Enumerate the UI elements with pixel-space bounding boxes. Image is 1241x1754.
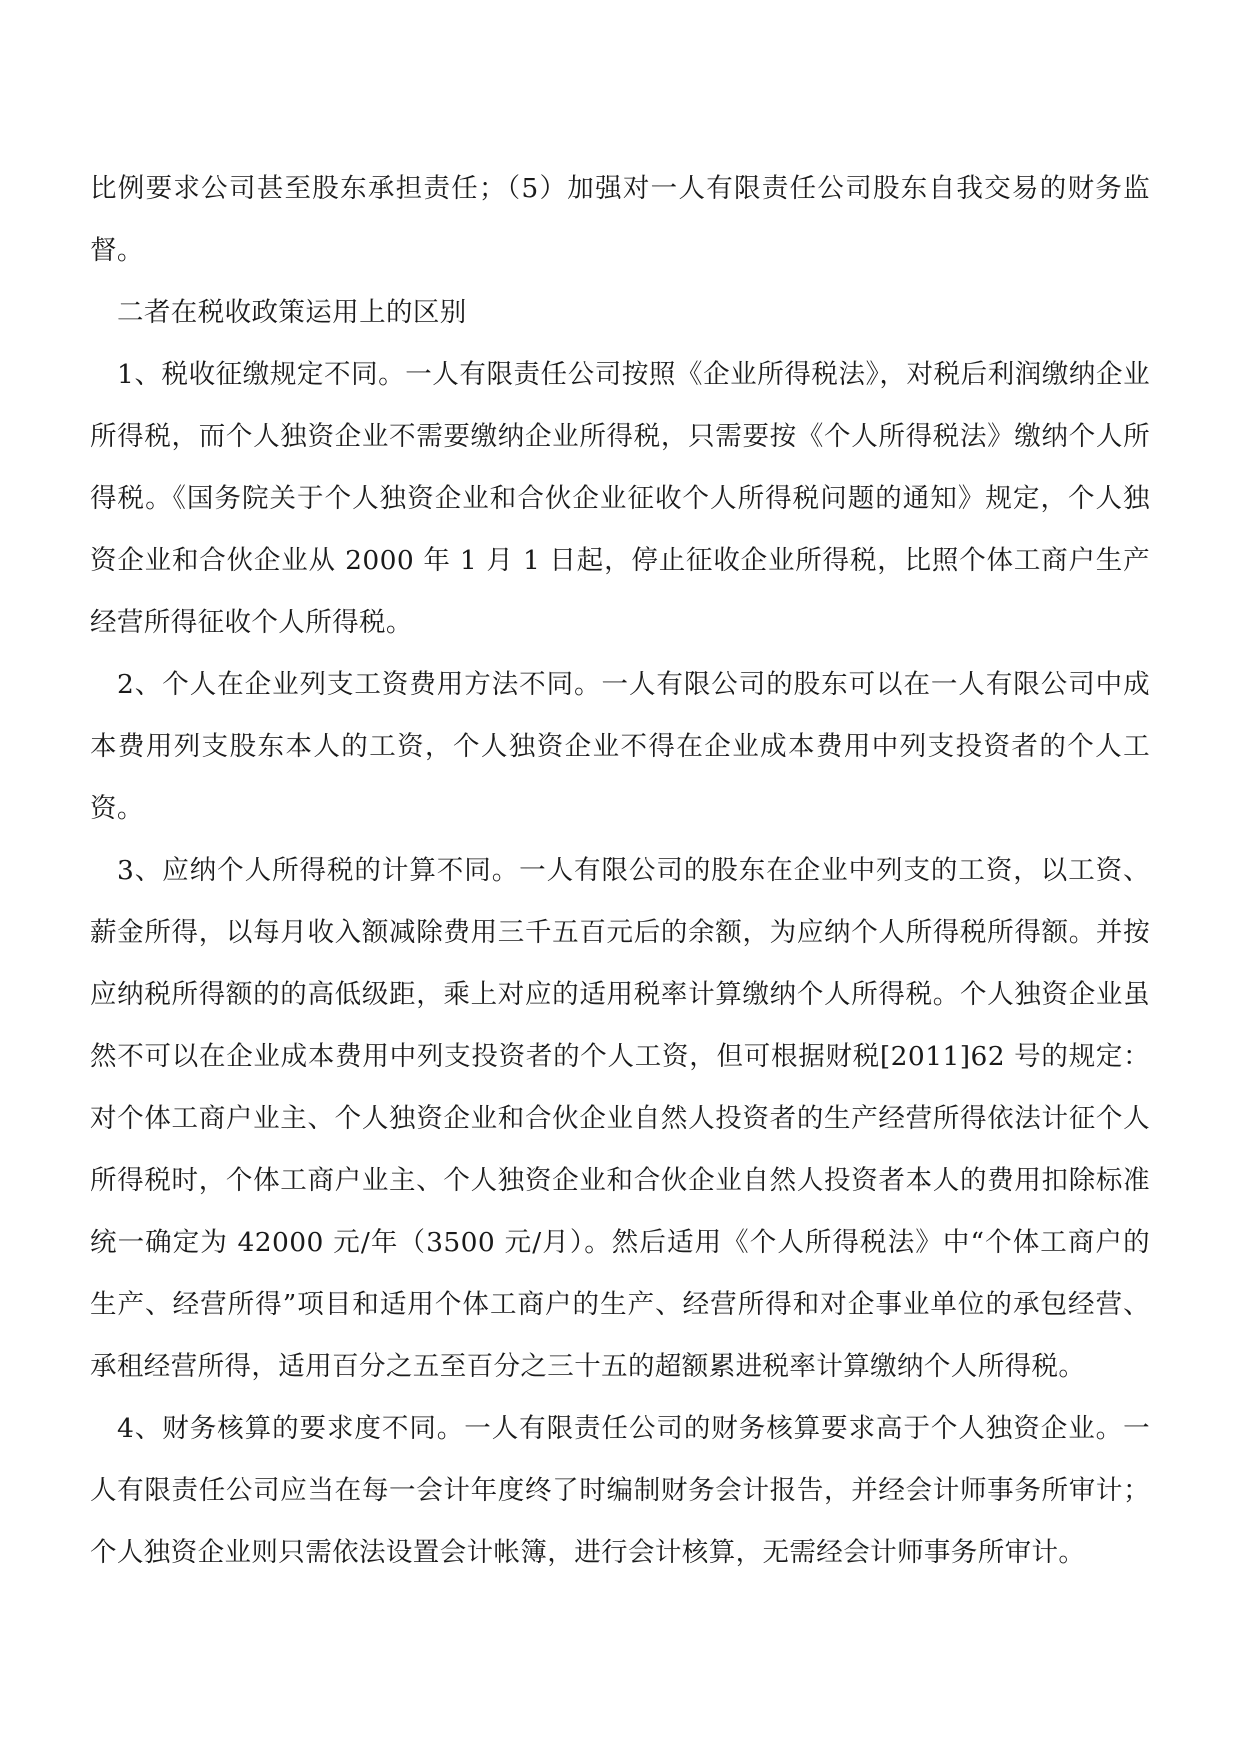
paragraph-3: 3、应纳个人所得税的计算不同。一人有限公司的股东在企业中列支的工资，以工资、薪金所得，以每月收入额减除费用三千五百元后的余额，为应纳个人所得税所得额。并按应纳税所得额的的高低级距，乘上对应的适用税率计算缴纳个人所得税。个人独资企业虽然不可以在企业成本费用中列支投资者的个人工资，但可根据财税[2011]62 号的规定：对个体工商户业主、个人独资企业和合伙企业自然人投资者的生产经营所得依法计征个人所得税时，个体工商户业主、个人独资企业和合伙企业自然人投资者本人的费用扣除标准统一确定为 42000 元/年（3500 元/月）。然后适用《个人所得税法》中“个体工商户的生产、经营所得”项目和适用个体工商户的生产、经营所得和对企事业单位的承包经营、承租经营所得，适用百分之五至百分之三十五的超额累进税率计算缴纳个人所得税。 [90,855,1150,1382]
section-heading: 二者在税收政策运用上的区别 [117,297,467,328]
paragraph-continuation: 比例要求公司甚至股东承担责任；（5）加强对一人有限责任公司股东自我交易的财务监督。 [90,173,1150,266]
paragraph-4: 4、财务核算的要求度不同。一人有限责任公司的财务核算要求高于个人独资企业。一人有限责任公司应当在每一会计年度终了时编制财务会计报告，并经会计师事务所审计；个人独资企业则只需依法设置会计帐簿，进行会计核算，无需经会计师事务所审计。 [90,1413,1150,1568]
paragraph-2: 2、个人在企业列支工资费用方法不同。一人有限公司的股东可以在一人有限公司中成本费用列支股东本人的工资，个人独资企业不得在企业成本费用中列支投资者的个人工资。 [90,669,1150,824]
paragraph-1: 1、税收征缴规定不同。一人有限责任公司按照《企业所得税法》，对税后利润缴纳企业所得税，而个人独资企业不需要缴纳企业所得税，只需要按《个人所得税法》缴纳个人所得税。《国务院关于个人独资企业和合伙企业征收个人所得税问题的通知》规定，个人独资企业和合伙企业从 2000 年 1 月 1 日起，停止征收企业所得税，比照个体工商户生产经营所得征收个人所得税。 [90,359,1150,638]
document-body [90,158,1150,1584]
